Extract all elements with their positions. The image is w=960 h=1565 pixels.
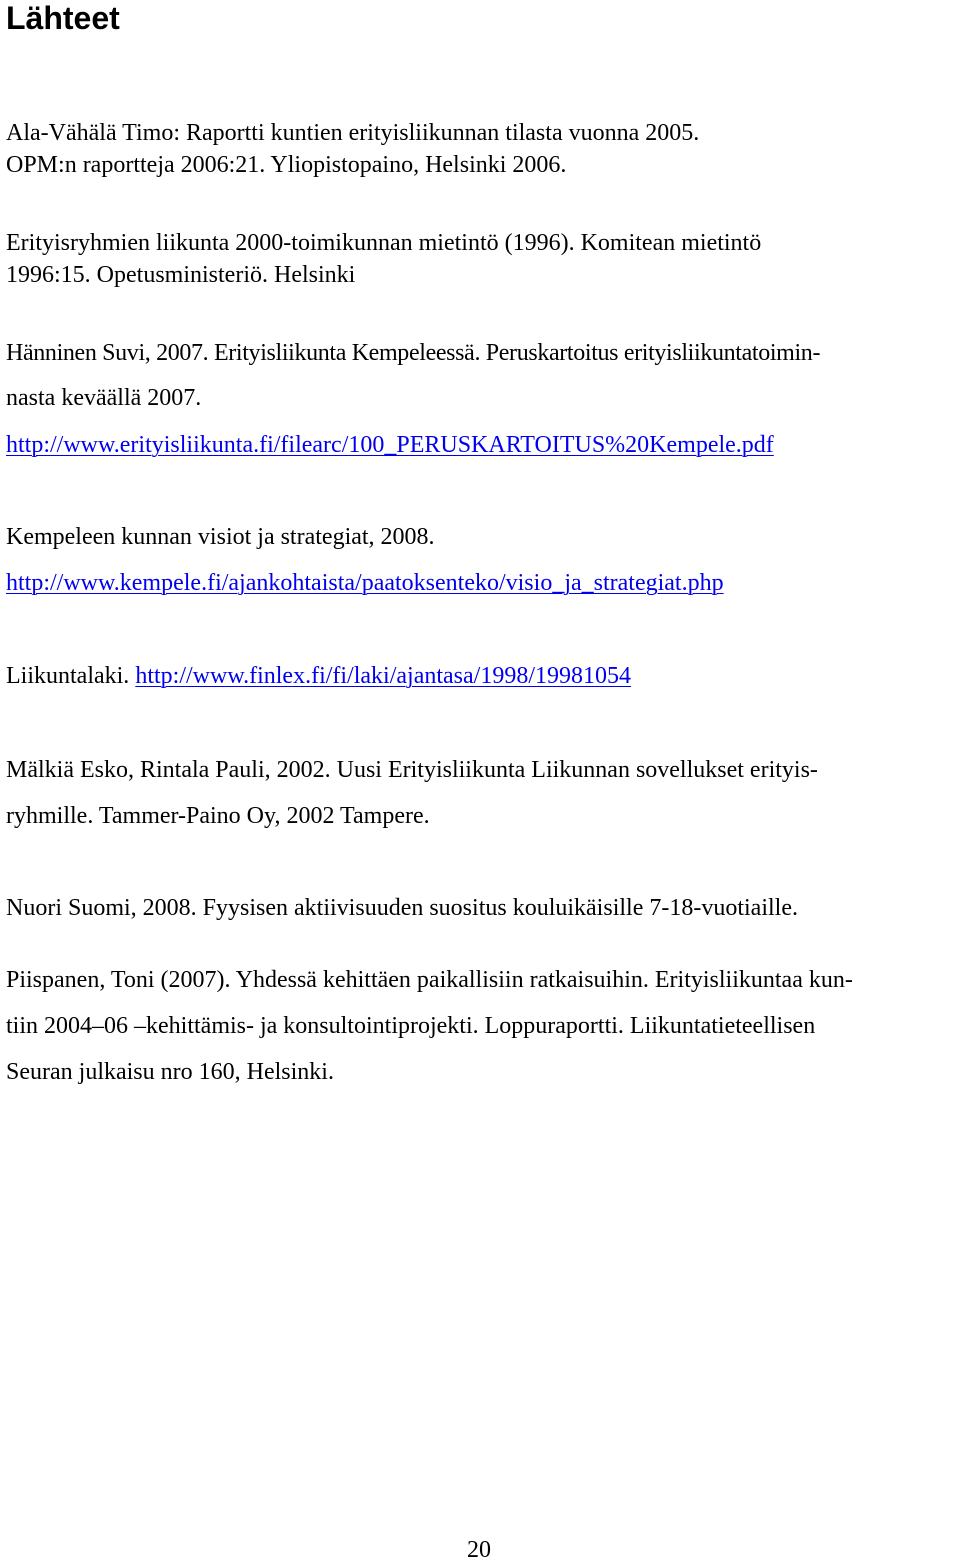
reference-3-link-line [6, 430, 774, 460]
page-title: Lähteet [6, 0, 120, 36]
reference-8-line-2: tiin 2004–06 –kehittämis- ja konsultointiprojekti. Loppuraportti. Liikuntatieteellisen [6, 1013, 816, 1039]
reference-4-link-line [6, 568, 724, 598]
reference-8-line-3: Seuran julkaisu nro 160, Helsinki. [6, 1059, 334, 1085]
reference-2-line-2: 1996:15. Opetusministeriö. Helsinki [6, 262, 356, 288]
reference-7-line-1: Nuori Suomi, 2008. Fyysisen aktiivisuuden suositus kouluikäisille 7-18-vuotiaille. [6, 895, 798, 921]
reference-3-link[interactable]: http://www.erityisliikunta.fi/filearc/100_PERUSKARTOITUS%20Kempele.pdf [6, 432, 774, 458]
reference-4-line-1: Kempeleen kunnan visiot ja strategiat, 2008. [6, 524, 435, 550]
reference-3-line-1: Hänninen Suvi, 2007. Erityisliikunta Kempeleessä. Peruskartoitus erityisliikuntatoimin- [6, 340, 821, 366]
reference-1-line-1: Ala-Vähälä Timo: Raportti kuntien erityisliikunnan tilasta vuonna 2005. [6, 120, 700, 146]
reference-8-line-1: Piispanen, Toni (2007). Yhdessä kehittäen paikallisiin ratkaisuihin. Erityisliikuntaa kun- [6, 967, 853, 993]
reference-4-link[interactable]: http://www.kempele.fi/ajankohtaista/paatoksenteko/visio_ja_strategiat.php [6, 570, 724, 596]
reference-6-line-1: Mälkiä Esko, Rintala Pauli, 2002. Uusi Erityisliikunta Liikunnan sovellukset erityis- [6, 757, 818, 783]
reference-5-link[interactable]: http://www.finlex.fi/fi/laki/ajantasa/1998/19981054 [135, 663, 632, 689]
reference-2-line-1: Erityisryhmien liikunta 2000-toimikunnan mietintö (1996). Komitean mietintö [6, 230, 762, 256]
reference-5-prefix: Liikuntalaki. [6, 663, 130, 689]
reference-1-line-2: OPM:n raportteja 2006:21. Yliopistopaino, Helsinki 2006. [6, 152, 567, 178]
reference-3-line-2: nasta keväällä 2007. [6, 385, 202, 411]
reference-5-line [6, 661, 631, 691]
reference-6-line-2: ryhmille. Tammer-Paino Oy, 2002 Tampere. [6, 803, 430, 829]
page-number: 20 [467, 1537, 491, 1563]
